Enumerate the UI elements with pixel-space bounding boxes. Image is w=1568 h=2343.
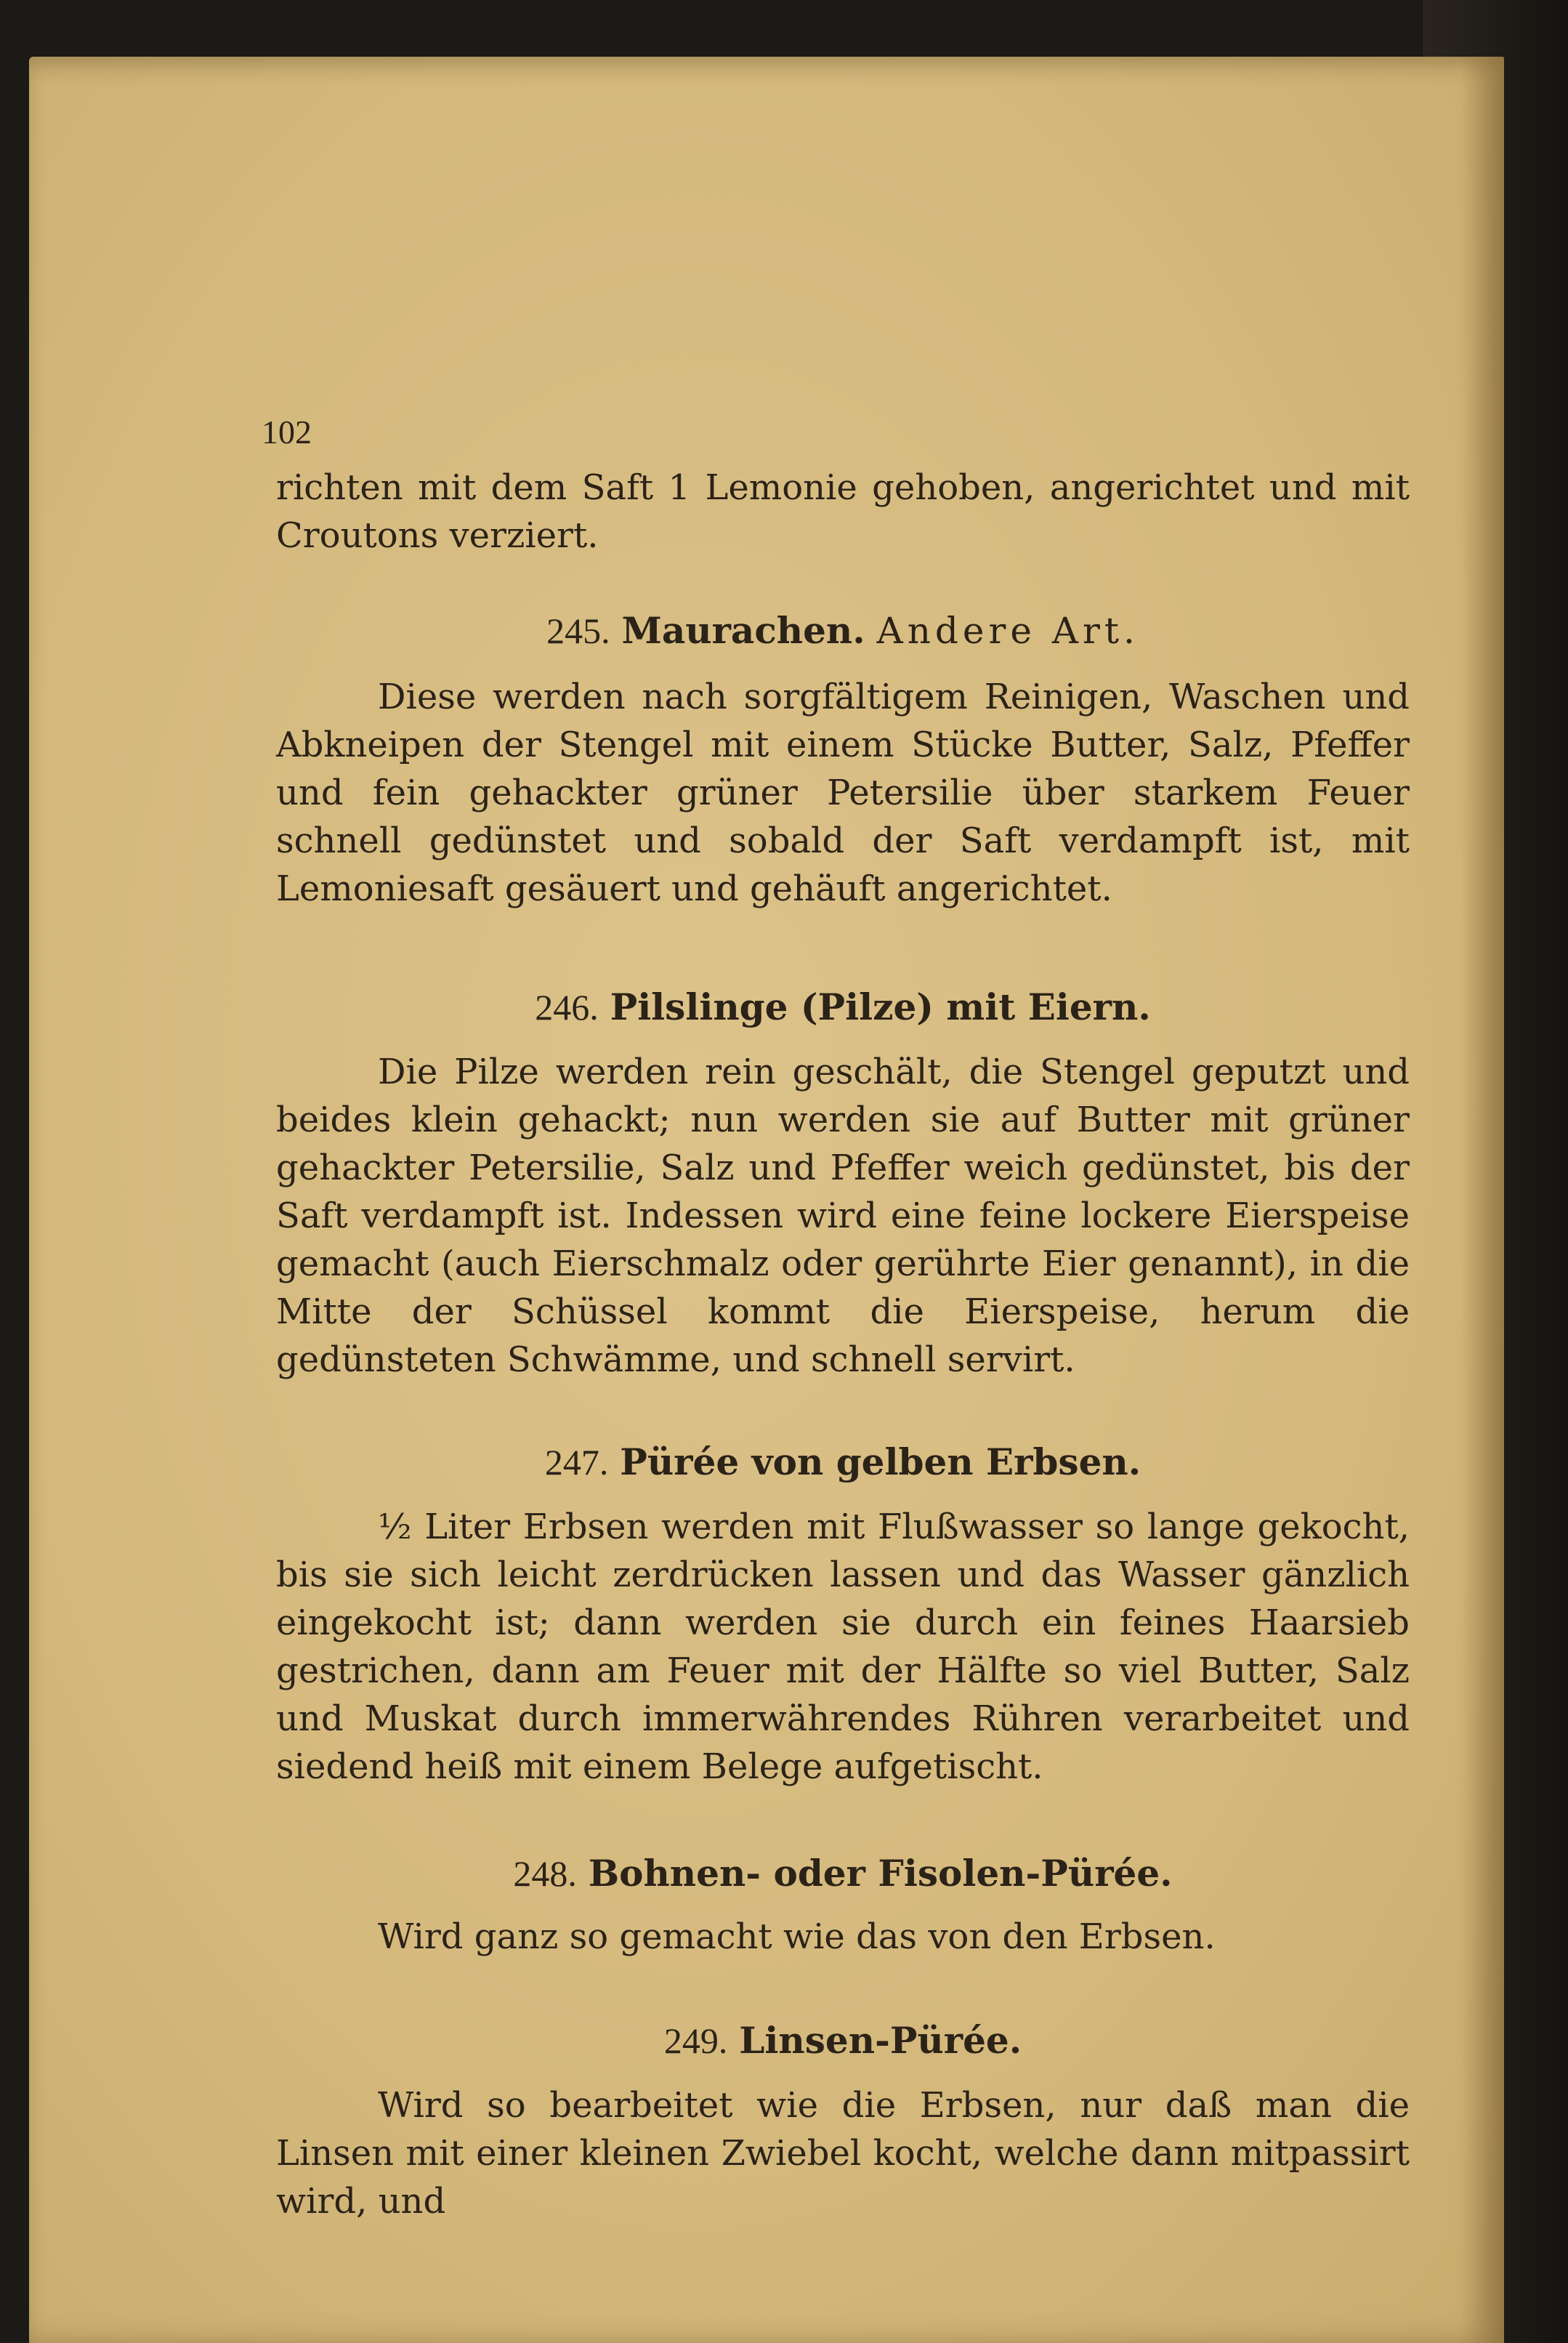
- page-number: 102: [262, 414, 312, 451]
- recipe-number: 249.: [663, 2020, 728, 2061]
- recipe-subtitle: Andere Art.: [876, 610, 1139, 652]
- recipe-text: Die Pilze werden rein geschält, die Stengel geputzt und beides klein gehackt; nun werden sie auf Butter mit grüner gehackter Petersilie, Salz und Pfeffer weich gedünstet, bis der Saft verdampft ist. Indessen wird eine feine lockere Eierspeise gemacht (auch Eierschmalz oder gerührte Eier genannt), in die Mitte der Schüssel kommt die Eierspeise, herum die gedünsteten Schwämme, und schnell servirt.: [276, 1052, 1410, 1380]
- recipe-heading-246: [276, 985, 1410, 1029]
- recipe-number: 247.: [544, 1442, 609, 1483]
- recipe-title: Pilslinge (Pilze) mit Eiern.: [610, 985, 1151, 1028]
- recipe-title: Bohnen- oder Fisolen-Pürée.: [588, 1852, 1173, 1895]
- recipe-heading-247: [276, 1440, 1410, 1484]
- recipe-number: 246.: [535, 987, 599, 1028]
- recipe-text: Diese werden nach sorgfältigem Reinigen, Waschen und Abkneipen der Stengel mit einem Stücke Butter, Salz, Pfeffer und fein gehackter grüner Petersilie über starkem Feuer schnell gedünstet und sobald der Saft verdampft ist, mit Lemoniesaft gesäuert und gehäuft angerichtet.: [276, 677, 1410, 909]
- recipe-title: Linsen-Pürée.: [739, 2019, 1022, 2062]
- recipe-title: Pürée von gelben Erbsen.: [620, 1440, 1141, 1483]
- recipe-body-246: [276, 1048, 1410, 1384]
- recipe-body-249: [276, 2081, 1410, 2225]
- recipe-title: Maurachen.: [621, 609, 865, 652]
- recipe-text: Wird ganz so gemacht wie das von den Erbsen.: [378, 1916, 1216, 1957]
- page-edge-shadow: [1460, 57, 1504, 2343]
- recipe-body-248: [276, 1913, 1410, 1961]
- recipe-heading-249: [276, 2019, 1410, 2062]
- recipe-heading-245: [276, 609, 1410, 653]
- recipe-text: ½ Liter Erbsen werden mit Flußwasser so lange gekocht, bis sie sich leicht zerdrücken lassen und das Wasser gänzlich eingekocht ist; dann werden sie durch ein feines Haarsieb gestrichen, dann am Feuer mit der Hälfte so viel Butter, Salz und Muskat durch immerwährendes Rühren verarbeitet und siedend heiß mit einem Belege aufgetischt.: [276, 1507, 1410, 1787]
- recipe-number: 245.: [546, 610, 610, 651]
- recipe-heading-248: [276, 1852, 1410, 1895]
- recipe-text: Wird so bearbeitet wie die Erbsen, nur daß man die Linsen mit einer kleinen Zwiebel kocht, welche dann mitpassirt wird, und: [276, 2085, 1410, 2222]
- book-page: [29, 57, 1504, 2343]
- recipe-number: 248.: [513, 1853, 577, 1894]
- recipe-body-247: [276, 1503, 1410, 1791]
- recipe-body-245: [276, 673, 1410, 913]
- continuation-paragraph: [276, 464, 1410, 560]
- continuation-text: richten mit dem Saft 1 Lemonie gehoben, angerichtet und mit Croutons verziert.: [276, 467, 1410, 556]
